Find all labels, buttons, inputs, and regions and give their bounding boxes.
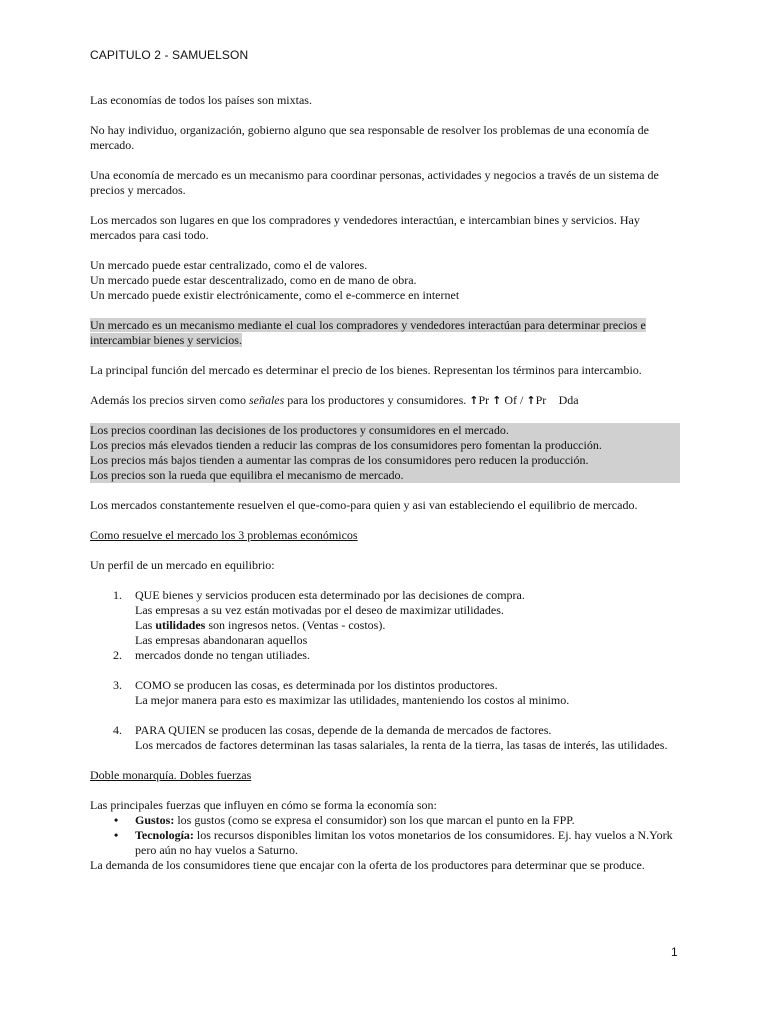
bold-term: utilidades [155,618,206,632]
list-number: 4. [113,723,122,737]
list-item: 4. PARA QUIEN se producen las cosas, depende de la demanda de mercados de factores. Los mercados de factores determinan las tasas salariales, la renta de la tierra, las tasas de interés, las utilidades. [113,723,668,752]
list-item: 1. QUE bienes y servicios producen esta determinado por las decisiones de compra. Las empresas a su vez están motivadas por el deseo de maximizar utilidades. Las utilidades son ingresos netos. (Ventas - costos). Las empresas abandonaran aquellos [113,588,525,647]
document-body [90,93,680,888]
highlighted-prices-block [90,423,680,483]
up-arrow-icon: ↑ [526,394,536,407]
up-arrow-icon: ↑ [469,394,479,407]
highlighted-definition [90,318,680,348]
paragraph: Un perfil de un mercado en equilibrio: [90,558,275,572]
numbered-list [90,588,680,753]
bullet-item: • Gustos: los gustos (como se expresa el consumidor) son los que marcan el punto en la FPP. [114,813,575,827]
line: Un mercado puede estar descentralizado, como en de mano de obra. [90,273,417,287]
paragraph: Una economía de mercado es un mecanismo para coordinar personas, actividades y negocios a través de un sistema de precios y mercados. [90,168,659,197]
paragraph: La demanda de los consumidores tiene que encajar con la oferta de los productores para determinar que se produce. [90,858,645,872]
emphasis: señales [248,393,285,407]
section-heading: Doble monarquía. Dobles fuerzas [90,768,252,782]
list-number: 1. [113,588,122,602]
line: Los precios más elevados tienden a reducir las compras de los consumidores pero fomentan la producción. [90,438,602,452]
paragraph: Los mercados son lugares en que los compradores y vendedores interactúan, e intercambian bines y servicios. Hay mercados para casi todo. [90,213,640,242]
up-arrow-icon: ↑ [492,394,502,407]
market-types-block [90,258,680,303]
section-heading: Como resuelve el mercado los 3 problemas económicos [90,528,358,542]
paragraph: No hay individuo, organización, gobierno alguno que sea responsable de resolver los problemas de una economía de mercado. [90,123,649,152]
list-number: 3. [113,678,122,692]
line: Los precios coordinan las decisiones de los productores y consumidores en el mercado. [90,423,509,437]
paragraph-signals: Además los precios sirven como señales para los productores y consumidores. ↑Pr ↑ Of / ↑Pr Dda [90,393,570,407]
list-number: 2. [113,648,122,662]
line: Un mercado puede estar centralizado, como el de valores. [90,258,368,272]
paragraph: Las principales fuerzas que influyen en cómo se forma la economía son: [90,798,437,812]
line: Los precios más bajos tienden a aumentar las compras de los consumidores pero reducen la producción. [90,453,589,467]
list-item: 3. COMO se producen las cosas, es determinada por los distintos productores. La mejor manera para esto es maximizar las utilidades, manteniendo los costos al minimo. [113,678,570,707]
bullet-icon: • [114,828,119,842]
bullet-list [90,813,680,858]
line: Un mercado puede existir electrónicamente, como el e-commerce en internet [90,288,460,302]
paragraph: La principal función del mercado es determinar el precio de los bienes. Representan los términos para intercambio. [90,363,642,377]
highlight: Un mercado es un mecanismo mediante el cual los compradores y vendedores interactúan para determinar precios e intercambiar bienes y servicios. [90,318,646,347]
page-header: CAPITULO 2 - SAMUELSON [90,48,249,62]
list-item: 2. mercados donde no tengan utiliades. [113,648,310,662]
paragraph: Las economías de todos los países son mixtas. [90,93,312,107]
line: Los precios son la rueda que equilibra el mecanismo de mercado. [90,468,404,482]
page-number: 1 [671,945,678,959]
bullet-item: • Tecnología: los recursos disponibles limitan los votos monetarios de los consumidores. Ej. hay vuelos a N.York pero aún no hay vuelos a Saturno. [114,828,673,857]
bullet-icon: • [114,813,119,827]
paragraph: Los mercados constantemente resuelven el que-como-para quien y asi van estableciendo el equilibrio de mercado. [90,498,638,512]
